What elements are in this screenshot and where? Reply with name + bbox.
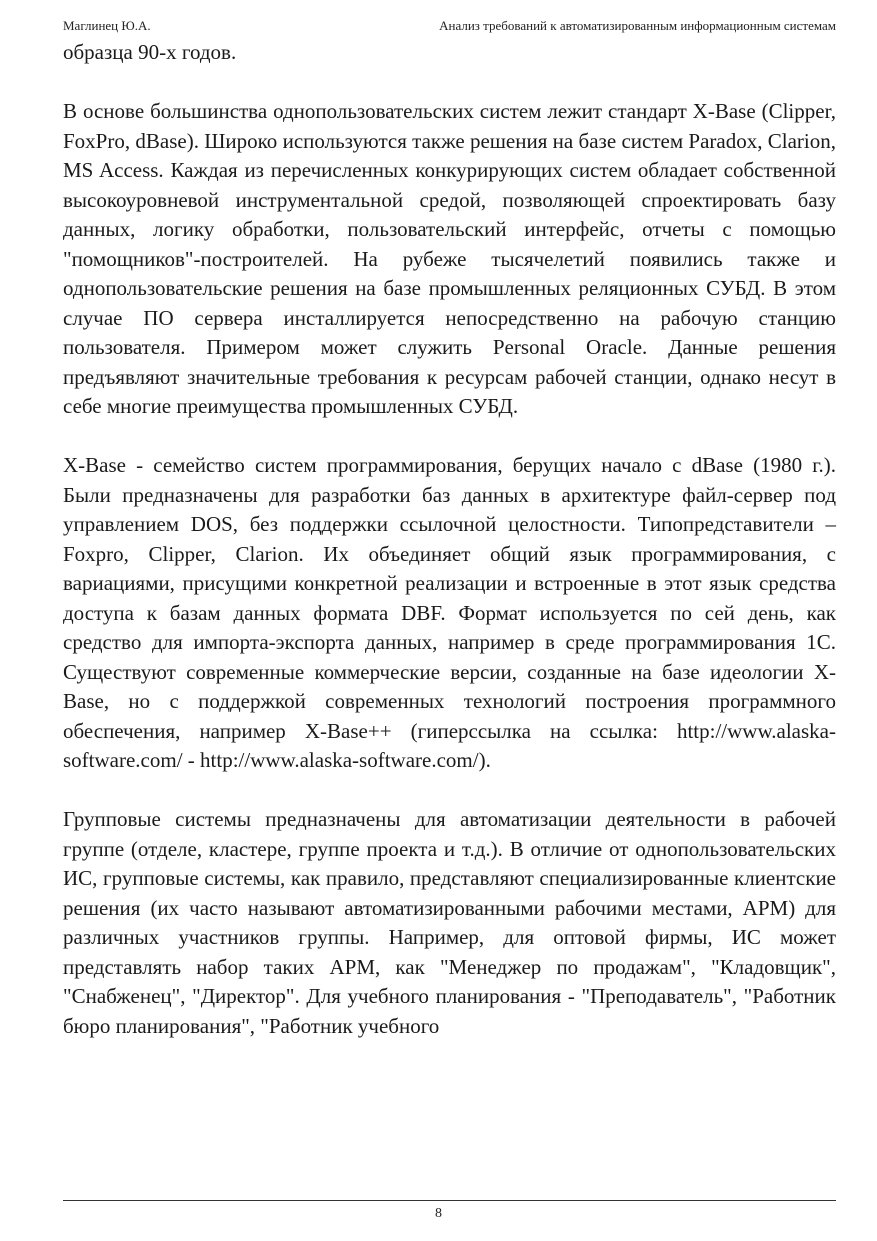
- header-title: Анализ требований к автоматизированным информационным системам: [439, 18, 836, 33]
- running-header: [63, 16, 836, 36]
- paragraph-continuation: образца 90-х годов.: [63, 40, 237, 64]
- page-number: 8: [435, 1206, 442, 1221]
- footer-divider: [63, 1200, 836, 1201]
- header-author: Маглинец Ю.А.: [63, 18, 151, 33]
- paragraph-x-base: X-Base - семейство систем программирования, берущих начало с dBase (1980 г.). Были предназначены для разработки баз данных в архитектуре файл-сервер под управлением DOS, без поддержки ссылочной целостности. Типопредставители – Foxpro, Clipper, Clarion. Их объединяет общий язык программирования, с вариациями, присущими конкретной реализации и встроенные в этот язык средства доступа к базам данных формата DBF. Формат используется по сей день, как средство для импорта-экспорта данных, например в среде программирования 1С. Существуют современные коммерческие версии, созданные на базе идеологии X-Base, но с поддержкой современных технологий построения программного обеспечения, например X-Base++ (гиперссылка на ссылка: http://www.alaska-software.com/ - http://www.alaska-software.com/).: [63, 453, 836, 772]
- paragraph-group-systems: Групповые системы предназначены для автоматизации деятельности в рабочей группе (отделе, кластере, группе проекта и т.д.). В отличие от однопользовательских ИС, групповые системы, как правило, представляют специализированные клиентские решения (их часто называют автоматизированными рабочими местами, АРМ) для различных участников группы. Например, для оптовой фирмы, ИС может представлять набор таких АРМ, как "Менеджер по продажам", "Кладовщик", "Снабженец", "Директор". Для учебного планирования - "Преподаватель", "Работник бюро планирования", "Работник учебного: [63, 807, 836, 1038]
- body-text: [63, 38, 836, 1041]
- paragraph-single-user-systems: В основе большинства однопользовательских систем лежит стандарт X-Base (Clipper, FoxPro, dBase). Широко используются также решения на базе систем Paradox, Clarion, MS Access. Каждая из перечисленных конкурирующих систем обладает собственной высокоуровневой инструментальной средой, позволяющей спроектировать базу данных, логику обработки, пользовательский интерфейс, отчеты с помощью "помощников"-построителей. На рубеже тысячелетий появились также и однопользовательские решения на базе промышленных реляционных СУБД. В этом случае ПО сервера инсталлируется непосредственно на рабочую станцию пользователя. Примером может служить Personal Oracle. Данные решения предъявляют значительные требования к ресурсам рабочей станции, однако несут в себе многие преимущества промышленных СУБД.: [63, 99, 836, 418]
